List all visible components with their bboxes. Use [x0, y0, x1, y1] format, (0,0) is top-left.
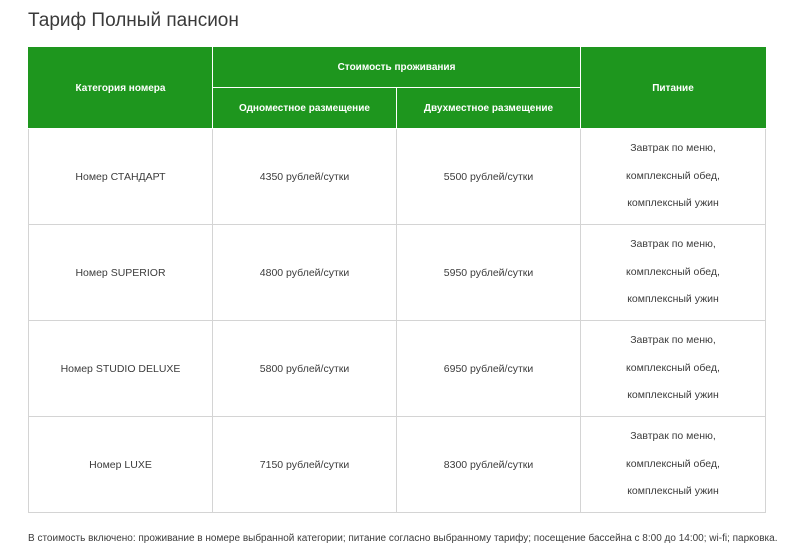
table-row: [29, 129, 766, 225]
meal-line: Завтрак по меню,: [630, 430, 716, 443]
cell-double-price: 5950 рублей/сутки: [397, 225, 581, 321]
cell-meals: [581, 321, 766, 417]
meal-line: Завтрак по меню,: [630, 238, 716, 251]
meal-line: комплексный обед,: [626, 265, 720, 278]
table-row: [29, 225, 766, 321]
header-meals: Питание: [581, 48, 766, 129]
header-category: Категория номера: [29, 48, 213, 129]
cell-meals: [581, 417, 766, 513]
cell-category: Номер STUDIO DELUXE: [29, 321, 213, 417]
cell-double-price: 8300 рублей/сутки: [397, 417, 581, 513]
table-row: [29, 417, 766, 513]
cell-category: Номер SUPERIOR: [29, 225, 213, 321]
header-price-group: Стоимость проживания: [213, 48, 581, 88]
header-single: Одноместное размещение: [213, 88, 397, 129]
cell-meals: [581, 225, 766, 321]
tariff-table: [28, 47, 766, 513]
meal-line: комплексный обед,: [626, 457, 720, 470]
meal-line: комплексный обед,: [626, 361, 720, 374]
cell-single-price: 7150 рублей/сутки: [213, 417, 397, 513]
cell-meals: [581, 129, 766, 225]
cell-single-price: 4350 рублей/сутки: [213, 129, 397, 225]
table-body: [29, 129, 766, 513]
cell-category: Номер СТАНДАРТ: [29, 129, 213, 225]
footer-note: В стоимость включено: проживание в номере выбранной категории; питание согласно выбранному тарифу; посещение бассейна с 8:00 до 14:00; wi-fi; парковка.: [28, 533, 778, 544]
meal-line: комплексный ужин: [627, 197, 719, 210]
page-title: Тариф Полный пансион: [28, 10, 239, 31]
cell-double-price: 6950 рублей/сутки: [397, 321, 581, 417]
meal-line: комплексный ужин: [627, 389, 719, 402]
cell-double-price: 5500 рублей/сутки: [397, 129, 581, 225]
header-double: Двухместное размещение: [397, 88, 581, 129]
meal-line: комплексный ужин: [627, 485, 719, 498]
table-header: [29, 48, 766, 129]
meal-line: комплексный обед,: [626, 169, 720, 182]
header-row-top: [29, 48, 766, 88]
table-row: [29, 321, 766, 417]
meal-line: комплексный ужин: [627, 293, 719, 306]
cell-category: Номер LUXE: [29, 417, 213, 513]
meal-line: Завтрак по меню,: [630, 334, 716, 347]
meal-line: Завтрак по меню,: [630, 142, 716, 155]
cell-single-price: 5800 рублей/сутки: [213, 321, 397, 417]
cell-single-price: 4800 рублей/сутки: [213, 225, 397, 321]
